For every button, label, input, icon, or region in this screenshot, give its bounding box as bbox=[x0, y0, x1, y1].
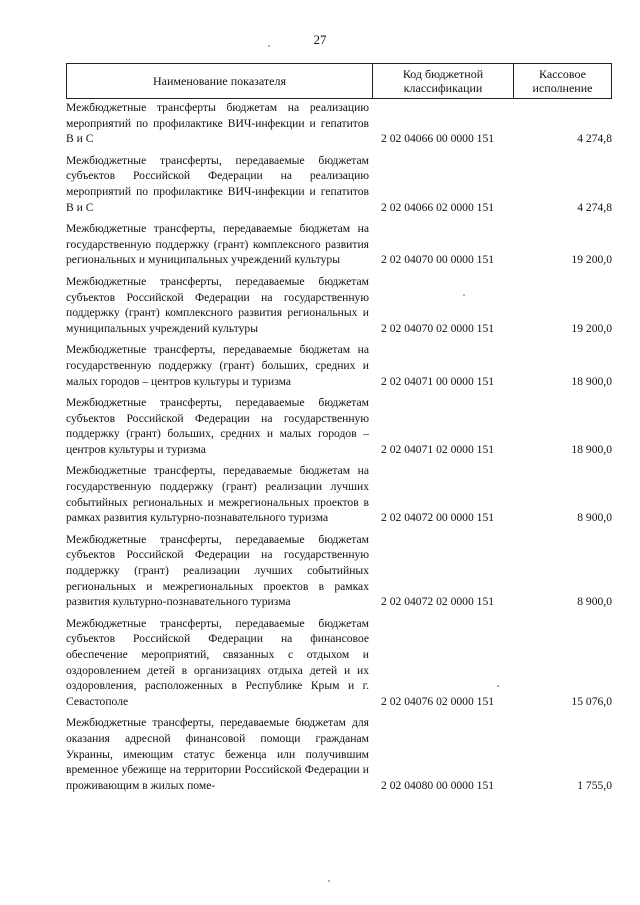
scan-speck bbox=[463, 294, 465, 296]
row-code: 2 02 04076 02 0000 151 bbox=[381, 694, 495, 708]
row-amount: 4 274,8 bbox=[577, 132, 612, 146]
table-row bbox=[66, 274, 612, 336]
table-body bbox=[66, 100, 612, 793]
row-code: 2 02 04066 02 0000 151 bbox=[381, 200, 495, 214]
row-code: 2 02 04072 02 0000 151 bbox=[381, 595, 495, 609]
header-name: Наименование показателя bbox=[67, 64, 373, 98]
row-amount: 18 900,0 bbox=[571, 442, 612, 456]
row-name: Межбюджетные трансферты, передаваемые бюджетам субъектов Российской Федерации на государственную поддержку (грант) реализации лучших событийных региональных и межрегиональных проектов в рамках развития культурно-познавательного туризма bbox=[66, 532, 369, 609]
table-row bbox=[66, 395, 612, 457]
scan-speck bbox=[268, 45, 270, 47]
table-row bbox=[66, 532, 612, 610]
row-amount: 8 900,0 bbox=[577, 511, 612, 525]
row-code: 2 02 04070 02 0000 151 bbox=[381, 321, 495, 335]
table-row bbox=[66, 715, 612, 793]
table-row bbox=[66, 616, 612, 710]
row-name: Межбюджетные трансферты, передаваемые бюджетам субъектов Российской Федерации на государственную поддержку (грант) комплексного развития региональных и муниципальных учреждений культуры bbox=[66, 274, 369, 335]
scan-speck bbox=[328, 880, 330, 882]
row-name: Межбюджетные трансферты, передаваемые бюджетам на государственную поддержку (грант) реализации лучших событийных региональных и межрегиональных проектов в рамках развития культурно-познавательного туризма bbox=[66, 464, 369, 525]
row-name: Межбюджетные трансферты, передаваемые бюджетам субъектов Российской Федерации на государственную поддержку (грант) больших, средних и малых городов – центров культуры и туризма bbox=[66, 396, 369, 456]
row-code: 2 02 04066 00 0000 151 bbox=[381, 132, 495, 146]
row-amount: 15 076,0 bbox=[571, 694, 612, 708]
row-name: Межбюджетные трансферты, передаваемые бюджетам на государственную поддержку (грант) комплексного развития региональных и муниципальных учреждений культуры bbox=[66, 222, 369, 267]
page-number: 27 bbox=[313, 32, 327, 47]
row-code: 2 02 04072 00 0000 151 bbox=[381, 511, 495, 525]
table-row bbox=[66, 221, 612, 268]
row-name: Межбюджетные трансферты, передаваемые бюджетам субъектов Российской Федерации на реализацию мероприятий по профилактике ВИЧ-инфекции и гепатитов В и С bbox=[66, 153, 369, 214]
header-amount: Кассовое исполнение bbox=[532, 67, 593, 95]
table-row bbox=[66, 153, 612, 215]
row-name: Межбюджетные трансферты, передаваемые бюджетам на государственную поддержку (грант) больших, средних и малых городов – центров культуры и туризма bbox=[66, 343, 369, 388]
row-amount: 4 274,8 bbox=[577, 200, 612, 214]
row-name: Межбюджетные трансферты, передаваемые бюджетам для оказания адресной финансовой помощи гражданам Украины, имеющим статус беженца или получившим временное убежище на территории Российской Федерации и проживающим в жилых поме- bbox=[66, 716, 369, 792]
row-code: 2 02 04071 02 0000 151 bbox=[381, 442, 495, 456]
row-name: Межбюджетные трансферты бюджетам на реализацию мероприятий по профилактике ВИЧ-инфекции и гепатитов В и С bbox=[66, 101, 369, 146]
row-amount: 1 755,0 bbox=[577, 778, 612, 792]
row-code: 2 02 04070 00 0000 151 bbox=[381, 253, 495, 267]
row-code: 2 02 04080 00 0000 151 bbox=[381, 778, 495, 792]
table-row bbox=[66, 100, 612, 147]
scan-speck bbox=[497, 685, 499, 687]
table-row bbox=[66, 342, 612, 389]
row-amount: 18 900,0 bbox=[571, 374, 612, 388]
row-code: 2 02 04071 00 0000 151 bbox=[381, 374, 495, 388]
header-code: Код бюджетной классификации bbox=[373, 64, 514, 98]
table-row bbox=[66, 463, 612, 525]
row-amount: 19 200,0 bbox=[571, 253, 612, 267]
row-name: Межбюджетные трансферты, передаваемые бюджетам субъектов Российской Федерации на финансовое обеспечение мероприятий, связанных с отдыхом и оздоровлением детей в организациях отдыха детей и их оздоровления, расположенных в Республике Крым и г. Севастополе bbox=[66, 616, 369, 708]
budget-table bbox=[66, 63, 612, 799]
row-amount: 8 900,0 bbox=[577, 595, 612, 609]
table-header bbox=[66, 63, 612, 99]
row-amount: 19 200,0 bbox=[571, 321, 612, 335]
